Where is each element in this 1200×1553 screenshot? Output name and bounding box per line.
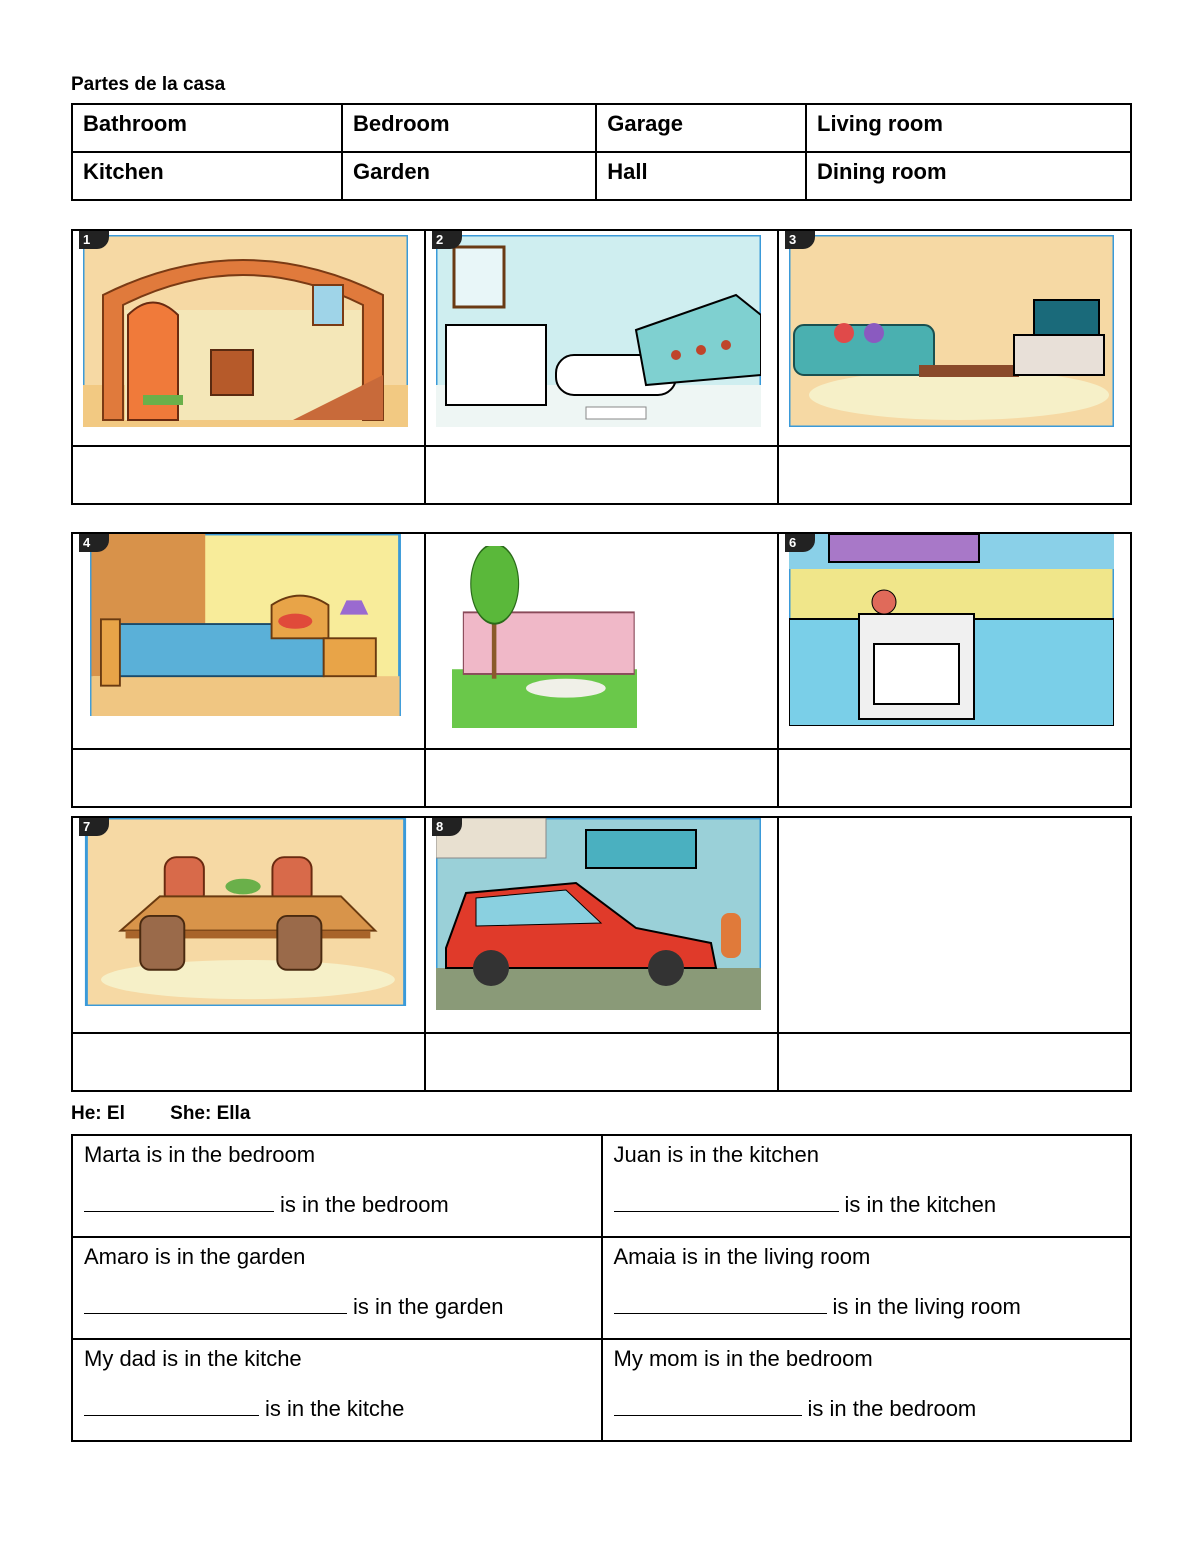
picture-cell — [72, 230, 425, 446]
sentence-cell — [602, 1237, 1132, 1339]
garage-picture — [436, 818, 761, 1010]
picture-number: 6 — [785, 534, 815, 552]
picture-cell — [72, 533, 425, 749]
bathroom-picture — [436, 235, 761, 427]
sentence-prompt: My mom is in the bedroom — [613, 1346, 873, 1371]
picture-cell — [425, 533, 778, 749]
sentence-suffix: is in the bedroom — [280, 1192, 449, 1217]
sentence-suffix: is in the kitche — [265, 1396, 405, 1421]
sentence-cell — [72, 1339, 602, 1441]
picture-cell — [72, 817, 425, 1033]
picture-number: 3 — [785, 231, 815, 249]
picture-cell-empty — [778, 817, 1131, 1033]
sentence-cell — [602, 1135, 1132, 1237]
picture-cell — [425, 817, 778, 1033]
answer-blank[interactable] — [614, 1295, 827, 1314]
dining-room-picture — [83, 818, 408, 1006]
picture-number: 7 — [79, 818, 109, 836]
answer-blank[interactable] — [84, 1193, 274, 1212]
garden-picture — [452, 546, 637, 728]
answer-cell[interactable] — [778, 446, 1131, 504]
sentence-suffix: is in the living room — [832, 1294, 1021, 1319]
vocab-cell: Garage — [596, 104, 806, 152]
sentence-prompt: My dad is in the kitche — [84, 1346, 302, 1371]
answer-cell[interactable] — [778, 1033, 1131, 1091]
answer-cell[interactable] — [72, 1033, 425, 1091]
vocab-cell: Living room — [806, 104, 1131, 152]
picture-cell — [425, 230, 778, 446]
answer-cell[interactable] — [72, 446, 425, 504]
living-room-picture — [789, 235, 1114, 427]
picture-number: 4 — [79, 534, 109, 552]
vocab-cell: Kitchen — [72, 152, 342, 200]
vocab-cell: Bathroom — [72, 104, 342, 152]
sentences-table — [71, 1134, 1132, 1442]
sentence-prompt: Marta is in the bedroom — [84, 1142, 316, 1167]
picture-number: 1 — [79, 231, 109, 249]
sentence-prompt: Juan is in the kitchen — [613, 1142, 819, 1167]
pronoun-he: He: El — [71, 1103, 125, 1124]
picture-number: 8 — [432, 818, 462, 836]
vocab-cell: Garden — [342, 152, 596, 200]
answer-cell[interactable] — [72, 749, 425, 807]
picture-grid-2 — [71, 532, 1132, 808]
answer-cell[interactable] — [425, 446, 778, 504]
page-title: Partes de la casa — [71, 74, 226, 95]
sentence-cell — [72, 1237, 602, 1339]
pronoun-hint — [71, 1103, 290, 1125]
sentence-suffix: is in the kitchen — [844, 1192, 997, 1217]
answer-cell[interactable] — [425, 1033, 778, 1091]
bedroom-picture — [83, 534, 408, 716]
picture-number: 2 — [432, 231, 462, 249]
picture-grid-3 — [71, 816, 1132, 1092]
sentence-prompt: Amaia is in the living room — [613, 1244, 871, 1269]
picture-grid-1 — [71, 229, 1132, 505]
vocab-cell: Hall — [596, 152, 806, 200]
sentence-cell — [72, 1135, 602, 1237]
answer-cell[interactable] — [778, 749, 1131, 807]
sentence-suffix: is in the bedroom — [807, 1396, 977, 1421]
answer-blank[interactable] — [84, 1295, 347, 1314]
sentence-prompt: Amaro is in the garden — [84, 1244, 306, 1269]
kitchen-picture — [789, 534, 1114, 726]
picture-cell — [778, 533, 1131, 749]
answer-blank[interactable] — [614, 1193, 839, 1212]
pronoun-she: She: Ella — [170, 1103, 251, 1124]
vocab-cell: Dining room — [806, 152, 1131, 200]
answer-cell[interactable] — [425, 749, 778, 807]
vocab-cell: Bedroom — [342, 104, 596, 152]
hall-picture — [83, 235, 408, 427]
picture-cell — [778, 230, 1131, 446]
answer-blank[interactable] — [84, 1397, 259, 1416]
answer-blank[interactable] — [614, 1397, 802, 1416]
sentence-suffix: is in the garden — [353, 1294, 504, 1319]
vocabulary-table — [71, 103, 1132, 201]
sentence-cell — [602, 1339, 1132, 1441]
